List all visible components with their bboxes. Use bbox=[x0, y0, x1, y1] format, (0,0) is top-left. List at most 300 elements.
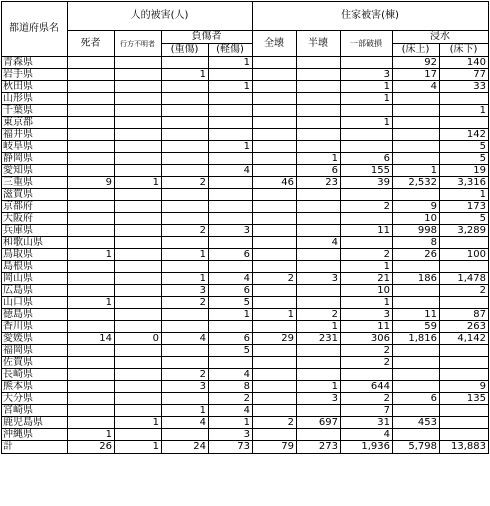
table-cell: 1 bbox=[162, 69, 209, 81]
table-cell: 155 bbox=[341, 165, 393, 177]
table-row bbox=[2, 441, 489, 454]
table-cell bbox=[209, 69, 253, 81]
table-cell: 3 bbox=[162, 381, 209, 393]
table-cell bbox=[297, 285, 341, 297]
table-cell: 273 bbox=[297, 441, 341, 454]
table-cell bbox=[162, 153, 209, 165]
prefecture-name: 愛知県 bbox=[2, 165, 68, 177]
table-cell: 306 bbox=[341, 333, 393, 345]
table-cell bbox=[253, 201, 297, 213]
table-cell bbox=[393, 297, 440, 309]
table-cell bbox=[115, 129, 162, 141]
table-cell: 6 bbox=[209, 285, 253, 297]
prefecture-name: 東京都 bbox=[2, 117, 68, 129]
prefecture-name: 岩手県 bbox=[2, 69, 68, 81]
table-cell: 6 bbox=[209, 333, 253, 345]
table-cell: 2 bbox=[162, 225, 209, 237]
table-row bbox=[2, 213, 489, 225]
table-cell bbox=[253, 393, 297, 405]
table-cell bbox=[68, 225, 115, 237]
table-cell bbox=[115, 285, 162, 297]
table-cell: 1 bbox=[297, 381, 341, 393]
table-cell bbox=[115, 405, 162, 417]
table-cell bbox=[440, 417, 489, 429]
table-cell bbox=[393, 285, 440, 297]
table-cell bbox=[115, 429, 162, 441]
table-cell bbox=[297, 69, 341, 81]
header-dead: 死者 bbox=[68, 31, 115, 57]
header-serious: (重傷) bbox=[162, 44, 209, 57]
table-row bbox=[2, 429, 489, 441]
table-row bbox=[2, 165, 489, 177]
prefecture-name: 三重県 bbox=[2, 177, 68, 189]
table-cell bbox=[393, 429, 440, 441]
table-cell: 5 bbox=[440, 141, 489, 153]
table-cell: 3,289 bbox=[440, 225, 489, 237]
table-cell: 2 bbox=[162, 297, 209, 309]
table-cell: 46 bbox=[253, 177, 297, 189]
table-cell: 1 bbox=[68, 249, 115, 261]
table-cell: 644 bbox=[341, 381, 393, 393]
table-cell bbox=[253, 81, 297, 93]
table-cell: 5,798 bbox=[393, 441, 440, 454]
table-cell bbox=[68, 261, 115, 273]
table-cell: 263 bbox=[440, 321, 489, 333]
table-cell: 1 bbox=[341, 117, 393, 129]
table-row bbox=[2, 273, 489, 285]
table-cell: 11 bbox=[341, 321, 393, 333]
table-cell: 29 bbox=[253, 333, 297, 345]
table-cell bbox=[162, 105, 209, 117]
table-cell bbox=[68, 69, 115, 81]
table-cell: 1 bbox=[209, 57, 253, 69]
table-cell bbox=[297, 429, 341, 441]
table-cell bbox=[440, 297, 489, 309]
table-cell: 2 bbox=[253, 417, 297, 429]
table-cell: 2 bbox=[440, 285, 489, 297]
table-cell: 8 bbox=[393, 237, 440, 249]
table-cell bbox=[253, 369, 297, 381]
header-full-destroyed: 全壊 bbox=[253, 31, 297, 57]
table-row bbox=[2, 129, 489, 141]
table-cell bbox=[209, 237, 253, 249]
table-cell: 5 bbox=[440, 213, 489, 225]
table-cell bbox=[297, 225, 341, 237]
table-cell bbox=[253, 129, 297, 141]
table-cell bbox=[253, 237, 297, 249]
table-cell: 1 bbox=[115, 441, 162, 454]
table-cell: 4 bbox=[162, 417, 209, 429]
table-cell bbox=[115, 81, 162, 93]
table-cell: 2,532 bbox=[393, 177, 440, 189]
table-cell: 100 bbox=[440, 249, 489, 261]
table-row bbox=[2, 201, 489, 213]
table-cell: 2 bbox=[297, 309, 341, 321]
table-cell bbox=[253, 381, 297, 393]
table-cell: 1 bbox=[341, 261, 393, 273]
table-cell: 1 bbox=[209, 309, 253, 321]
table-cell bbox=[393, 129, 440, 141]
table-cell bbox=[209, 357, 253, 369]
table-cell bbox=[209, 93, 253, 105]
table-cell: 231 bbox=[297, 333, 341, 345]
table-cell: 1 bbox=[162, 405, 209, 417]
table-cell bbox=[297, 297, 341, 309]
table-cell bbox=[115, 369, 162, 381]
table-cell bbox=[253, 57, 297, 69]
table-cell bbox=[253, 429, 297, 441]
table-cell bbox=[253, 153, 297, 165]
table-cell: 1 bbox=[209, 141, 253, 153]
table-cell: 1 bbox=[162, 273, 209, 285]
table-cell bbox=[440, 369, 489, 381]
table-cell bbox=[297, 81, 341, 93]
table-cell bbox=[68, 213, 115, 225]
table-cell: 9 bbox=[440, 381, 489, 393]
table-row bbox=[2, 141, 489, 153]
table-cell bbox=[115, 213, 162, 225]
table-cell bbox=[253, 261, 297, 273]
table-cell bbox=[68, 417, 115, 429]
table-cell bbox=[115, 105, 162, 117]
table-cell bbox=[393, 141, 440, 153]
table-cell bbox=[440, 429, 489, 441]
table-cell bbox=[115, 261, 162, 273]
table-cell: 2 bbox=[162, 177, 209, 189]
table-cell: 1 bbox=[209, 81, 253, 93]
table-cell: 4,142 bbox=[440, 333, 489, 345]
table-cell bbox=[68, 357, 115, 369]
table-cell bbox=[209, 189, 253, 201]
table-cell bbox=[68, 93, 115, 105]
table-cell: 26 bbox=[68, 441, 115, 454]
table-cell bbox=[162, 321, 209, 333]
table-cell: 2 bbox=[341, 249, 393, 261]
table-cell: 1 bbox=[440, 105, 489, 117]
header-above-floor: (床上) bbox=[393, 44, 440, 57]
table-cell bbox=[162, 237, 209, 249]
table-cell bbox=[341, 57, 393, 69]
prefecture-name: 京都府 bbox=[2, 201, 68, 213]
table-cell bbox=[115, 297, 162, 309]
table-cell: 14 bbox=[68, 333, 115, 345]
table-cell bbox=[68, 129, 115, 141]
table-cell: 87 bbox=[440, 309, 489, 321]
table-cell: 173 bbox=[440, 201, 489, 213]
prefecture-name: 福岡県 bbox=[2, 345, 68, 357]
table-cell bbox=[393, 381, 440, 393]
table-cell bbox=[253, 69, 297, 81]
header-below-floor: (床下) bbox=[440, 44, 489, 57]
table-row bbox=[2, 105, 489, 117]
table-cell bbox=[341, 129, 393, 141]
table-cell bbox=[162, 345, 209, 357]
table-cell bbox=[297, 93, 341, 105]
table-row bbox=[2, 189, 489, 201]
table-cell bbox=[162, 57, 209, 69]
table-cell bbox=[68, 285, 115, 297]
table-cell bbox=[297, 117, 341, 129]
table-cell bbox=[68, 273, 115, 285]
table-cell bbox=[253, 285, 297, 297]
table-cell: 3 bbox=[341, 69, 393, 81]
table-cell: 5 bbox=[209, 297, 253, 309]
table-row bbox=[2, 321, 489, 333]
table-cell bbox=[253, 321, 297, 333]
table-cell: 19 bbox=[440, 165, 489, 177]
table-cell bbox=[115, 345, 162, 357]
table-cell: 2 bbox=[341, 393, 393, 405]
table-cell: 4 bbox=[209, 165, 253, 177]
header-prefecture: 都道府県名 bbox=[2, 2, 68, 57]
table-row bbox=[2, 81, 489, 93]
table-cell: 9 bbox=[68, 177, 115, 189]
table-cell bbox=[341, 141, 393, 153]
table-cell: 59 bbox=[393, 321, 440, 333]
header-partial-damage: 一部破損 bbox=[341, 31, 393, 57]
table-cell bbox=[297, 261, 341, 273]
table-cell bbox=[440, 237, 489, 249]
table-row bbox=[2, 369, 489, 381]
prefecture-name: 広島県 bbox=[2, 285, 68, 297]
table-cell bbox=[68, 393, 115, 405]
table-cell bbox=[115, 393, 162, 405]
table-cell bbox=[68, 237, 115, 249]
table-cell: 1 bbox=[297, 321, 341, 333]
table-cell: 1 bbox=[209, 417, 253, 429]
damage-table bbox=[1, 1, 489, 454]
table-cell bbox=[209, 105, 253, 117]
prefecture-name: 福井県 bbox=[2, 129, 68, 141]
prefecture-name: 鳥取県 bbox=[2, 249, 68, 261]
prefecture-name: 沖縄県 bbox=[2, 429, 68, 441]
table-row bbox=[2, 309, 489, 321]
table-cell bbox=[341, 213, 393, 225]
prefecture-name: 岐阜県 bbox=[2, 141, 68, 153]
prefecture-name: 静岡県 bbox=[2, 153, 68, 165]
table-row bbox=[2, 93, 489, 105]
table-row bbox=[2, 177, 489, 189]
table-cell bbox=[253, 141, 297, 153]
table-cell bbox=[162, 309, 209, 321]
prefecture-name: 熊本県 bbox=[2, 381, 68, 393]
table-cell bbox=[297, 105, 341, 117]
table-cell bbox=[115, 273, 162, 285]
table-cell: 1 bbox=[68, 297, 115, 309]
table-row bbox=[2, 393, 489, 405]
table-cell bbox=[440, 405, 489, 417]
table-cell: 1 bbox=[440, 189, 489, 201]
table-cell bbox=[115, 309, 162, 321]
prefecture-name: 青森県 bbox=[2, 57, 68, 69]
table-cell bbox=[162, 393, 209, 405]
table-cell: 3 bbox=[162, 285, 209, 297]
table-cell bbox=[253, 105, 297, 117]
table-cell: 4 bbox=[341, 429, 393, 441]
table-cell: 2 bbox=[209, 393, 253, 405]
table-cell bbox=[253, 249, 297, 261]
table-cell bbox=[393, 261, 440, 273]
table-cell bbox=[115, 321, 162, 333]
table-cell: 1 bbox=[115, 417, 162, 429]
table-cell bbox=[297, 345, 341, 357]
table-row bbox=[2, 57, 489, 69]
table-cell bbox=[297, 249, 341, 261]
table-cell: 24 bbox=[162, 441, 209, 454]
table-cell bbox=[209, 177, 253, 189]
table-cell bbox=[68, 117, 115, 129]
table-cell bbox=[162, 165, 209, 177]
table-cell bbox=[162, 429, 209, 441]
table-cell: 1 bbox=[341, 93, 393, 105]
table-cell bbox=[209, 201, 253, 213]
table-cell bbox=[393, 345, 440, 357]
prefecture-name: 和歌山県 bbox=[2, 237, 68, 249]
table-cell bbox=[393, 105, 440, 117]
table-cell: 0 bbox=[115, 333, 162, 345]
table-cell: 7 bbox=[341, 405, 393, 417]
table-cell bbox=[115, 357, 162, 369]
table-cell bbox=[209, 117, 253, 129]
table-cell: 3 bbox=[297, 393, 341, 405]
prefecture-name: 秋田県 bbox=[2, 81, 68, 93]
table-cell bbox=[253, 345, 297, 357]
table-cell bbox=[393, 93, 440, 105]
table-cell bbox=[68, 201, 115, 213]
table-cell bbox=[115, 117, 162, 129]
table-cell: 6 bbox=[297, 165, 341, 177]
table-cell bbox=[162, 261, 209, 273]
table-cell bbox=[393, 369, 440, 381]
table-cell: 1 bbox=[297, 153, 341, 165]
prefecture-name: 千葉県 bbox=[2, 105, 68, 117]
table-cell: 79 bbox=[253, 441, 297, 454]
table-cell: 2 bbox=[341, 357, 393, 369]
table-cell bbox=[393, 189, 440, 201]
table-cell: 6 bbox=[209, 249, 253, 261]
table-cell: 17 bbox=[393, 69, 440, 81]
table-cell: 5 bbox=[440, 153, 489, 165]
table-cell bbox=[162, 141, 209, 153]
table-cell: 4 bbox=[209, 273, 253, 285]
table-cell: 4 bbox=[209, 405, 253, 417]
table-cell bbox=[162, 129, 209, 141]
prefecture-name: 計 bbox=[2, 441, 68, 454]
table-cell bbox=[209, 213, 253, 225]
table-cell bbox=[162, 357, 209, 369]
table-row bbox=[2, 225, 489, 237]
table-cell bbox=[115, 249, 162, 261]
table-cell bbox=[115, 237, 162, 249]
prefecture-name: 長崎県 bbox=[2, 369, 68, 381]
table-row bbox=[2, 345, 489, 357]
table-cell: 6 bbox=[341, 153, 393, 165]
table-cell: 4 bbox=[393, 81, 440, 93]
table-cell bbox=[209, 261, 253, 273]
table-cell: 2 bbox=[341, 201, 393, 213]
table-cell bbox=[253, 357, 297, 369]
prefecture-name: 徳島県 bbox=[2, 309, 68, 321]
table-cell: 9 bbox=[393, 201, 440, 213]
table-cell: 1 bbox=[253, 309, 297, 321]
table-cell bbox=[297, 141, 341, 153]
table-cell: 10 bbox=[393, 213, 440, 225]
table-cell: 33 bbox=[440, 81, 489, 93]
table-row bbox=[2, 405, 489, 417]
table-cell bbox=[297, 129, 341, 141]
table-cell: 998 bbox=[393, 225, 440, 237]
header-missing: 行方不明者 bbox=[115, 31, 162, 57]
table-cell bbox=[297, 213, 341, 225]
table-cell: 92 bbox=[393, 57, 440, 69]
table-row bbox=[2, 117, 489, 129]
table-cell: 4 bbox=[297, 237, 341, 249]
table-cell bbox=[68, 309, 115, 321]
table-cell: 31 bbox=[341, 417, 393, 429]
header-minor: (軽傷) bbox=[209, 44, 253, 57]
table-cell bbox=[253, 225, 297, 237]
table-cell bbox=[297, 405, 341, 417]
table-cell: 26 bbox=[393, 249, 440, 261]
table-cell bbox=[341, 369, 393, 381]
table-cell bbox=[440, 117, 489, 129]
table-cell bbox=[68, 321, 115, 333]
table-cell bbox=[162, 117, 209, 129]
prefecture-name: 島根県 bbox=[2, 261, 68, 273]
table-cell bbox=[115, 153, 162, 165]
header-house-damage: 住家被害(棟) bbox=[253, 2, 489, 31]
table-cell bbox=[68, 141, 115, 153]
prefecture-name: 滋賀県 bbox=[2, 189, 68, 201]
table-cell: 39 bbox=[341, 177, 393, 189]
table-cell: 5 bbox=[209, 345, 253, 357]
prefecture-name: 岡山県 bbox=[2, 273, 68, 285]
table-cell: 1 bbox=[341, 297, 393, 309]
table-cell: 2 bbox=[341, 345, 393, 357]
table-cell: 2 bbox=[253, 273, 297, 285]
header-flooding: 浸水 bbox=[393, 31, 489, 44]
table-cell bbox=[440, 357, 489, 369]
table-cell bbox=[68, 381, 115, 393]
table-cell bbox=[68, 57, 115, 69]
table-cell: 1,478 bbox=[440, 273, 489, 285]
table-cell bbox=[209, 129, 253, 141]
table-row bbox=[2, 381, 489, 393]
table-cell bbox=[393, 357, 440, 369]
prefecture-name: 山口県 bbox=[2, 297, 68, 309]
table-row bbox=[2, 297, 489, 309]
table-cell bbox=[115, 165, 162, 177]
table-cell bbox=[68, 189, 115, 201]
table-cell bbox=[68, 369, 115, 381]
table-cell: 11 bbox=[393, 309, 440, 321]
table-cell bbox=[68, 153, 115, 165]
header-injured: 負傷者 bbox=[162, 31, 253, 44]
table-cell bbox=[253, 405, 297, 417]
table-row bbox=[2, 261, 489, 273]
table-cell: 186 bbox=[393, 273, 440, 285]
table-cell: 2 bbox=[162, 369, 209, 381]
table-cell: 21 bbox=[341, 273, 393, 285]
table-row bbox=[2, 285, 489, 297]
table-cell: 8 bbox=[209, 381, 253, 393]
table-cell: 1 bbox=[393, 165, 440, 177]
table-cell bbox=[115, 57, 162, 69]
table-cell bbox=[115, 141, 162, 153]
table-cell bbox=[115, 69, 162, 81]
table-cell bbox=[115, 93, 162, 105]
prefecture-name: 大阪府 bbox=[2, 213, 68, 225]
